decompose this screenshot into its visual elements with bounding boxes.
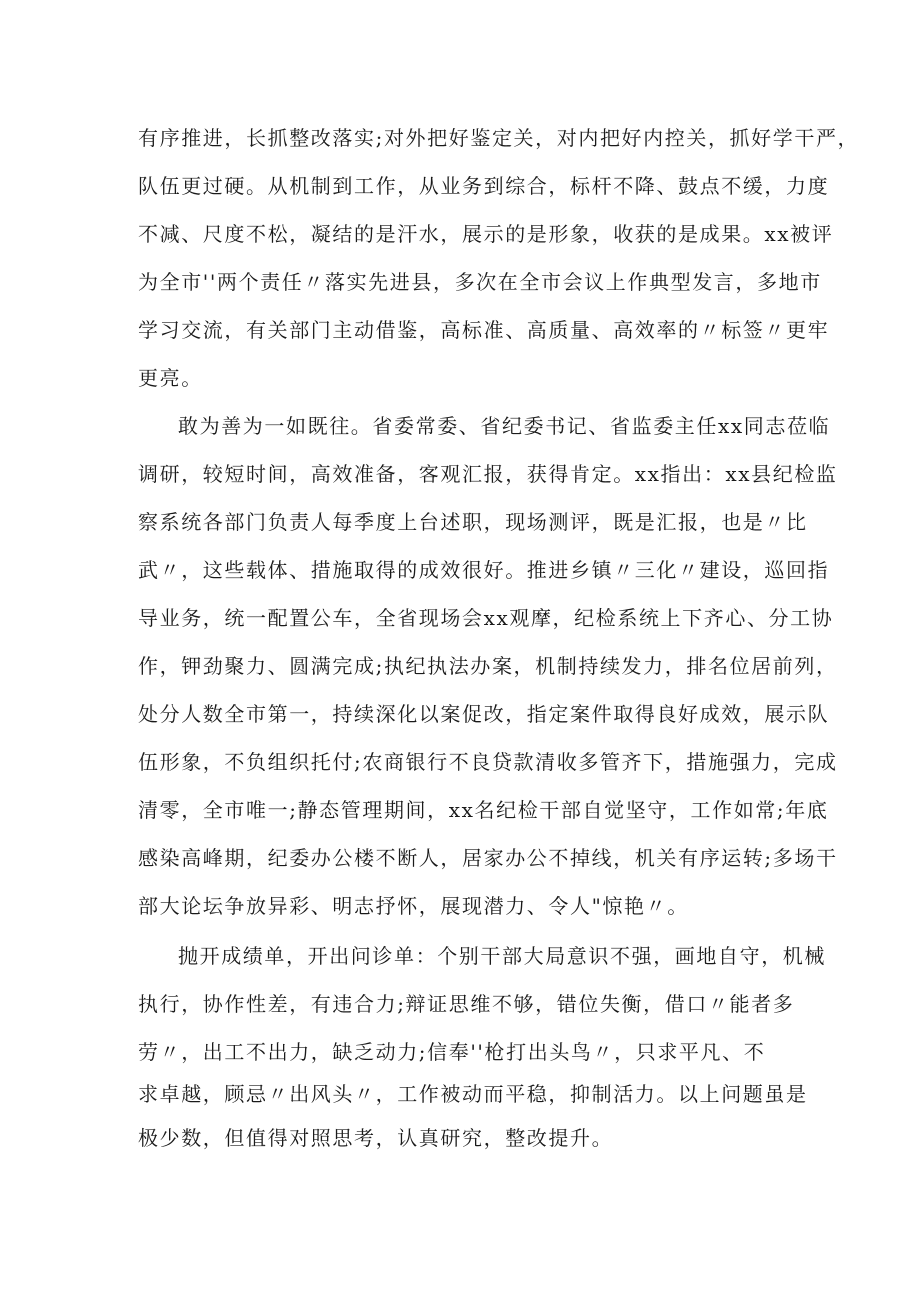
text-line: 学习交流，有关部门主动借鉴，高标准、高质量、高效率的〃标签〃更牢 <box>138 318 830 342</box>
text-line: 有序推进，长抓整改落实;对外把好鉴定关，对内把好内控关，抓好学干严， <box>138 126 860 150</box>
text-line: 极少数，但值得对照思考，认真研究，整改提升。 <box>138 1126 614 1150</box>
text-line: 导业务，统一配置公车，全省现场会xx观摩，纪检系统上下齐心、分工协 <box>138 606 834 630</box>
text-line: 调研，较短时间，高效准备，客观汇报，获得肯定。xx指出：xx县纪检监 <box>138 462 838 486</box>
text-line: 不减、尺度不松，凝结的是汗水，展示的是形象，收获的是成果。xx被评 <box>138 222 834 246</box>
text-line: 更亮。 <box>138 366 203 390</box>
text-line: 处分人数全市第一，持续深化以案促改，指定案件取得良好成效，展示队 <box>138 702 830 726</box>
text-line: 求卓越，顾忌〃出风头〃，工作被动而平稳，抑制活力。以上问题虽是 <box>138 1082 808 1106</box>
text-line: 执行，协作性差，有违合力;辩证思维不够，错位失衡，借口〃能者多 <box>138 992 795 1016</box>
text-line: 部大论坛争放异彩、明志抒怀，展现潜力、令人"惊艳〃。 <box>138 894 689 918</box>
text-line: 为全市''两个责任〃落实先进县，多次在全市会议上作典型发言，多地市 <box>138 270 822 294</box>
text-line: 感染高峰期，纪委办公楼不断人，居家办公不掉线，机关有序运转;多场干 <box>138 846 838 870</box>
paragraph-first-line: 抛开成绩单，开出问诊单：个别干部大局意识不强，画地自守，机械 <box>178 944 826 968</box>
text-line: 劳〃，出工不出力，缺乏动力;信奉''枪打出头鸟〃，只求平凡、不 <box>138 1040 766 1064</box>
text-line: 武〃，这些载体、措施取得的成效很好。推进乡镇〃三化〃建设，巡回指 <box>138 558 830 582</box>
text-line: 队伍更过硬。从机制到工作，从业务到综合，标杆不降、鼓点不缓，力度 <box>138 174 830 198</box>
text-line: 清零，全市唯一;静态管理期间，xx名纪检干部自觉坚守，工作如常;年底 <box>138 798 829 822</box>
text-line: 察系统各部门负责人每季度上台述职，现场测评，既是汇报，也是〃比 <box>138 510 808 534</box>
text-line: 伍形象，不负组织托付;农商银行不良贷款清收多管齐下，措施强力，完成 <box>138 750 838 774</box>
paragraph-first-line: 敢为善为一如既往。省委常委、省纪委书记、省监委主任xx同志莅临 <box>178 414 831 438</box>
text-line: 作，钾劲聚力、圆满完成;执纪执法办案，机制持续发力，排名位居前列， <box>138 654 838 678</box>
